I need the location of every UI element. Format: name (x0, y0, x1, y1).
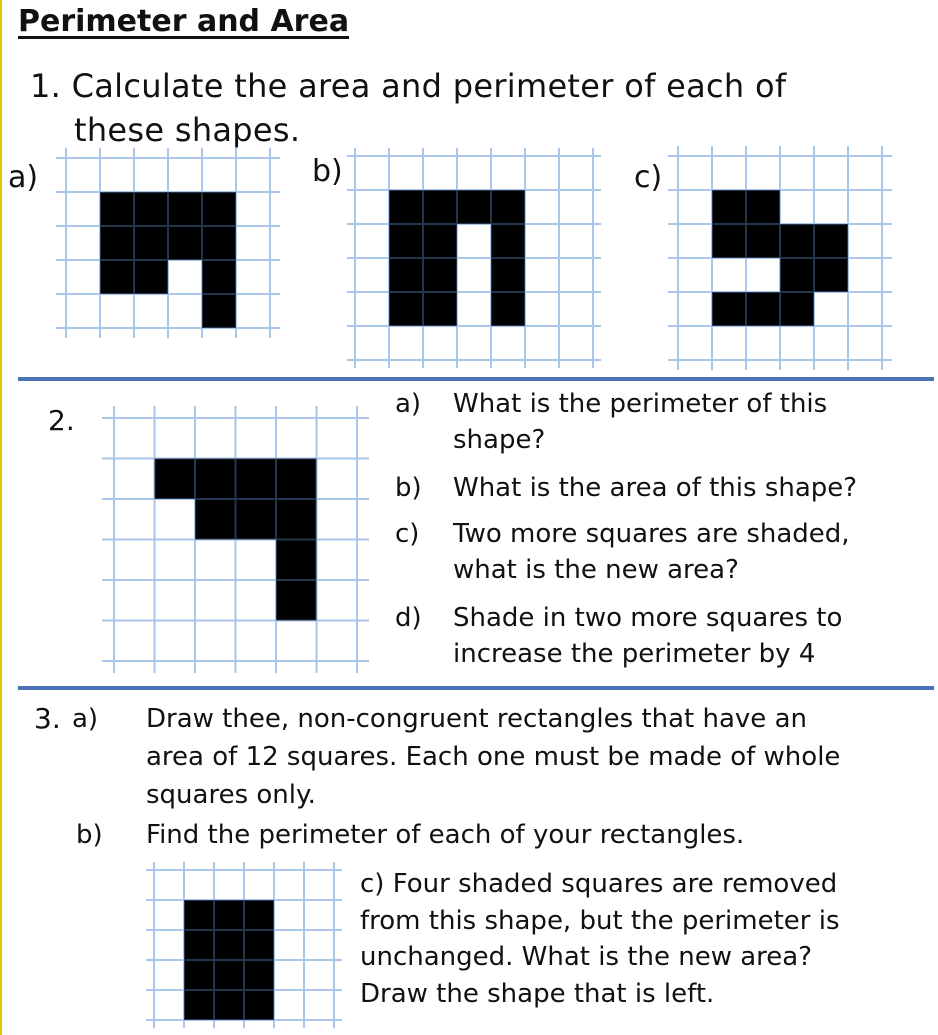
question-3-c-line-1: c) Four shaded squares are removed (360, 869, 838, 899)
shape-b-shaded-square (491, 258, 525, 292)
question-3-shaded-square (244, 900, 274, 930)
question-2-a-line-2: shape? (453, 425, 546, 455)
question-3-grid (140, 862, 340, 1027)
question-3-shaded-square (244, 990, 274, 1020)
question-1-line-1: 1. Calculate the area and perimeter of each of (30, 67, 787, 105)
question-3-shaded-square (214, 900, 244, 930)
question-2-grid (88, 400, 388, 682)
shape-a-shaded-square (134, 226, 168, 260)
shape-b-shaded-square (457, 190, 491, 224)
shape-a-label: a) (8, 160, 39, 195)
question-2-shaded-square (276, 499, 317, 540)
question-3-shaded-square (214, 960, 244, 990)
question-2-shaded-square (276, 540, 317, 581)
shape-b-shaded-square (423, 258, 457, 292)
question-1-text (30, 64, 786, 152)
page-title: Perimeter and Area (18, 4, 350, 39)
shape-b-shaded-square (389, 190, 423, 224)
shape-c-shaded-square (746, 292, 780, 326)
question-3-shaded-square (184, 930, 214, 960)
question-2-shaded-square (155, 459, 196, 500)
question-3-shaded-square (184, 900, 214, 930)
shape-c-shaded-square (814, 224, 848, 258)
shape-b-shaded-square (491, 224, 525, 258)
question-2-item-b (395, 470, 857, 506)
shape-a-shaded-square (202, 260, 236, 294)
question-3-a-letter: a) (72, 704, 99, 734)
shape-c-shaded-square (780, 224, 814, 258)
shape-a-shaded-square (168, 226, 202, 260)
shape-b-shaded-square (389, 224, 423, 258)
shape-c-shaded-square (780, 292, 814, 326)
shape-b-shaded-square (389, 258, 423, 292)
question-2-shaded-square (276, 459, 317, 500)
question-3-shaded-square (244, 960, 274, 990)
shape-a-shaded-square (202, 294, 236, 328)
shape-b-grid (345, 150, 607, 375)
shape-a-shaded-square (100, 260, 134, 294)
question-2-c-line-2: what is the new area? (453, 555, 739, 585)
question-3-a-line-2: area of 12 squares. Each one must be made of whole (146, 742, 841, 772)
question-3-shaded-square (214, 930, 244, 960)
shape-c-label: c) (634, 160, 663, 195)
question-3-shaded-square (244, 930, 274, 960)
question-2-c-letter: c) (395, 519, 420, 549)
shape-b-shaded-square (423, 190, 457, 224)
question-2-c-line-1: Two more squares are shaded, (453, 519, 850, 549)
question-3-shaded-square (214, 990, 244, 1020)
question-2-b-line-1: What is the area of this shape? (453, 473, 858, 503)
question-2-shaded-square (276, 580, 317, 621)
question-2-item-d (395, 600, 842, 672)
shape-a-shaded-square (134, 260, 168, 294)
shape-c-shaded-square (746, 224, 780, 258)
question-2-shaded-square (236, 499, 277, 540)
question-3-c-text (360, 866, 840, 1012)
shape-b-shaded-square (491, 190, 525, 224)
shape-b-shaded-square (491, 292, 525, 326)
page-left-border (0, 0, 2, 1035)
question-3-a-line-3: squares only. (146, 780, 316, 810)
shape-a-shaded-square (202, 226, 236, 260)
question-2-b-letter: b) (395, 473, 422, 503)
question-2-number: 2. (48, 404, 75, 437)
shape-b-shaded-square (423, 292, 457, 326)
question-3-shaded-square (184, 960, 214, 990)
question-3-b-text: Find the perimeter of each of your rectangles. (146, 820, 745, 850)
question-2-d-line-1: Shade in two more squares to (453, 603, 843, 633)
question-2-shaded-square (236, 459, 277, 500)
divider-2 (18, 686, 934, 690)
shape-a-shaded-square (100, 192, 134, 226)
shape-c-grid (670, 150, 892, 375)
question-3-a-text (146, 700, 840, 814)
question-3-c-line-3: unchanged. What is the new area? (360, 942, 813, 972)
divider-1 (18, 377, 934, 381)
question-3-shaded-square (184, 990, 214, 1020)
shape-b-shaded-square (389, 292, 423, 326)
shape-a-shaded-square (168, 192, 202, 226)
question-3-b-letter: b) (76, 820, 103, 850)
shape-a-shaded-square (100, 226, 134, 260)
question-2-item-c (395, 516, 850, 588)
question-2-a-line-1: What is the perimeter of this (453, 389, 828, 419)
question-2-d-letter: d) (395, 603, 422, 633)
shape-b-shaded-square (423, 224, 457, 258)
shape-c-shaded-square (746, 190, 780, 224)
shape-c-shaded-square (712, 292, 746, 326)
question-1-line-2: these shapes. (74, 111, 301, 149)
question-2-a-letter: a) (395, 389, 422, 419)
shape-c-shaded-square (780, 258, 814, 292)
shape-c-shaded-square (814, 258, 848, 292)
question-2-shaded-square (195, 499, 236, 540)
question-3-a-line-1: Draw thee, non-congruent rectangles that have an (146, 704, 807, 734)
shape-c-shaded-square (712, 190, 746, 224)
question-2-d-line-2: increase the perimeter by 4 (453, 639, 816, 669)
shape-a-grid (54, 150, 294, 375)
shape-a-shaded-square (202, 192, 236, 226)
shape-c-shaded-square (712, 224, 746, 258)
question-3-c-line-2: from this shape, but the perimeter is (360, 905, 840, 936)
question-2-item-a (395, 386, 827, 458)
shape-a-shaded-square (134, 192, 168, 226)
question-3-c-line-4: Draw the shape that is left. (360, 978, 715, 1009)
question-3-number: 3. (34, 702, 61, 735)
question-2-shaded-square (195, 459, 236, 500)
shape-b-label: b) (312, 154, 343, 189)
